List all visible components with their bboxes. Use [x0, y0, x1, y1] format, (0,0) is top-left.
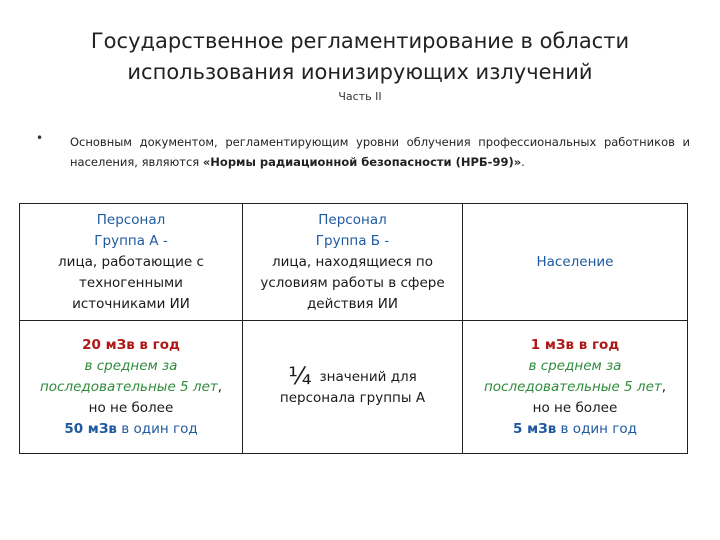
group-b-text-1: значений для — [319, 368, 417, 385]
header-cell-group-a — [20, 204, 243, 321]
dose-limits-table — [19, 203, 688, 454]
header-cell-population — [463, 204, 688, 321]
population-avg-1: в среднем за — [528, 357, 622, 374]
cell-population-limits — [463, 321, 688, 454]
population-max-tail: в один год — [556, 420, 637, 437]
group-a-avg-1: в среднем за — [84, 357, 178, 374]
header-b-title: Персонал — [318, 211, 387, 228]
header-a-desc-1: лица, работающие с — [58, 253, 204, 270]
header-b-desc-3: действия ИИ — [306, 295, 399, 312]
slide-subtitle: Часть II — [338, 90, 382, 103]
quarter-fraction: ¼ — [288, 361, 312, 390]
cell-group-a-limits — [20, 321, 243, 454]
population-comma: , — [661, 378, 667, 395]
group-a-dose: 20 мЗв в год — [82, 336, 180, 353]
group-a-nomore: но не более — [88, 399, 174, 416]
header-a-desc-3: источниками ИИ — [72, 295, 190, 312]
header-b-group: Группа Б - — [315, 232, 390, 249]
header-cell-group-b — [243, 204, 463, 321]
header-a-desc-2: техногенными — [79, 274, 183, 291]
header-b-desc-2: условиям работы в сфере — [260, 274, 445, 291]
title-line-2: использования ионизирующих излучений — [127, 60, 593, 84]
bullet-icon: • — [36, 131, 44, 145]
bullet-text-plain: Основным документом, регламентирующим уровни облучения профессиональных работников и населения, являются — [70, 135, 690, 169]
header-population-title: Население — [536, 253, 614, 270]
population-avg-2: последовательные 5 лет — [483, 378, 662, 395]
population-dose: 1 мЗв в год — [530, 336, 620, 353]
bullet-text-end: . — [521, 155, 525, 169]
population-nomore: но не более — [532, 399, 618, 416]
cell-group-b-limits — [243, 321, 463, 454]
population-max-dose: 5 мЗв — [513, 420, 557, 437]
group-b-text-2: персонала группы А — [279, 389, 426, 406]
group-a-max-dose: 50 мЗв — [64, 420, 117, 437]
table-data-row — [20, 321, 688, 454]
group-a-max-tail: в один год — [116, 420, 198, 437]
title-line-1: Государственное регламентирование в области — [90, 29, 630, 53]
group-a-avg-2: последовательные 5 лет — [39, 378, 218, 395]
header-a-group: Группа А - — [94, 232, 168, 249]
table-header-row — [20, 204, 688, 321]
group-a-comma: , — [217, 378, 223, 395]
bullet-paragraph — [70, 132, 690, 172]
header-b-desc-1: лица, находящиеся по — [272, 253, 433, 270]
bullet-text-bold: «Нормы радиационной безопасности (НРБ-99)» — [202, 155, 522, 169]
header-a-title: Персонал — [96, 211, 166, 228]
slide-title — [60, 26, 660, 88]
